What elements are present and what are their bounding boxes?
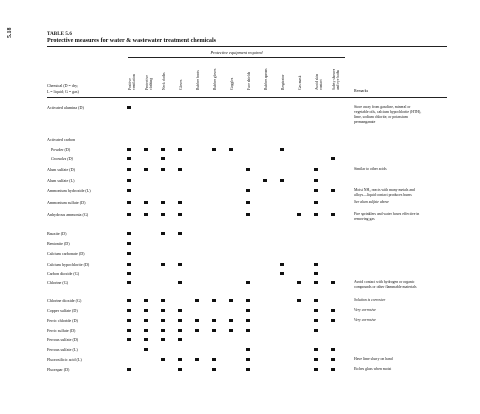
group-rule (128, 57, 345, 58)
column-header (196, 70, 200, 90)
column-header (332, 69, 340, 90)
requirement-mark (314, 358, 317, 361)
remark (354, 318, 454, 323)
requirement-mark (314, 272, 317, 275)
requirement-mark (144, 309, 147, 312)
chemical-name: Calcium hypochlorite (D) (47, 262, 90, 267)
requirement-mark (127, 189, 130, 192)
column-header (315, 74, 323, 90)
column-header (128, 74, 136, 90)
requirement-mark (331, 189, 334, 192)
requirement-mark (246, 358, 249, 361)
chemical-name: Powder (D) (51, 147, 71, 152)
requirement-mark (280, 263, 283, 266)
requirement-mark (229, 299, 232, 302)
requirement-mark (297, 281, 300, 284)
requirement-mark (161, 319, 164, 322)
column-header (298, 76, 302, 90)
requirement-mark (195, 358, 198, 361)
column-header (145, 75, 153, 90)
requirement-mark (178, 338, 181, 341)
requirement-mark (161, 338, 164, 341)
column-header-line: Face shields (247, 71, 251, 90)
requirement-mark (127, 157, 130, 160)
requirement-mark (161, 263, 164, 266)
requirement-mark (178, 368, 181, 371)
remark-line: compounds or other flammable materials (354, 284, 417, 289)
remark-line: Avoid contact with hydrogen or organic (354, 279, 415, 284)
chemical-name: Granules (D) (51, 156, 73, 161)
requirement-mark (314, 329, 317, 332)
requirement-mark (246, 309, 249, 312)
column-header (247, 72, 251, 90)
chemical-name: Bauxite (D) (47, 231, 67, 236)
requirement-mark (161, 329, 164, 332)
column-header (213, 69, 217, 90)
requirement-mark (161, 201, 164, 204)
chemical-name: Ferric chloride (D) (47, 318, 78, 323)
requirement-mark (127, 263, 130, 266)
requirement-mark (314, 309, 317, 312)
chemical-name: Fluorspar (D) (47, 367, 70, 372)
requirement-mark (127, 232, 130, 235)
requirement-mark (161, 232, 164, 235)
requirement-mark (127, 252, 130, 255)
chemical-name: Anhydrous ammonia (G) (47, 212, 89, 217)
column-header-line: Gloves (179, 79, 183, 90)
requirement-mark (161, 168, 164, 171)
requirement-mark (127, 272, 130, 275)
requirement-mark (212, 299, 215, 302)
requirement-mark (246, 201, 249, 204)
requirement-mark (212, 148, 215, 151)
requirement-mark (297, 299, 300, 302)
remark-line: vegetable oils, calcium hypochlorite (HTH), (354, 109, 422, 114)
requirement-mark (314, 168, 317, 171)
requirement-mark (127, 106, 130, 109)
requirement-mark (229, 329, 232, 332)
requirement-mark (178, 232, 181, 235)
remark (354, 167, 454, 172)
remark-line: removing gas (354, 216, 375, 221)
requirement-mark (331, 368, 334, 371)
chemical-name: Activated carbon (47, 137, 76, 142)
requirement-mark (127, 319, 130, 322)
remark (354, 280, 454, 290)
requirement-mark (195, 299, 198, 302)
requirement-mark (127, 148, 130, 151)
chemical-name: Alum sulfate (D) (47, 167, 75, 172)
requirement-mark (161, 299, 164, 302)
requirement-mark (144, 348, 147, 351)
remark-line: Fire sprinklers and water hoses effective in (354, 211, 420, 216)
requirement-mark (144, 329, 147, 332)
group-header: Protective equipment required (210, 50, 263, 55)
requirement-mark (314, 213, 317, 216)
requirement-mark (161, 148, 164, 151)
requirement-mark (178, 213, 181, 216)
requirement-mark (331, 157, 334, 160)
column-header-line: and eye baths (336, 69, 340, 90)
remark-line: Have lime slurry on hand (354, 356, 393, 361)
requirement-mark (314, 179, 317, 182)
remark-line: Very corrosive (354, 317, 376, 322)
chemical-name: Chlorine dioxide (G) (47, 298, 82, 303)
requirement-mark (144, 338, 147, 341)
requirement-mark (212, 329, 215, 332)
requirement-mark (314, 281, 317, 284)
requirement-mark (127, 329, 130, 332)
chemical-name: Calcium carbonate (D) (47, 251, 85, 256)
requirement-mark (212, 368, 215, 371)
requirement-mark (280, 179, 283, 182)
column-header-line: Positive (128, 78, 132, 90)
table-title: Protective measures for water & wastewater treatment chemicals (47, 38, 217, 44)
remark (354, 212, 454, 222)
requirement-mark (144, 168, 147, 171)
requirement-mark (263, 179, 266, 182)
column-header-line: Avoid skin (315, 73, 319, 90)
chemical-name: Ferric sulfate (D) (47, 328, 76, 333)
column-header (281, 75, 285, 90)
requirement-mark (144, 319, 147, 322)
column-header-line: Neck cloths (162, 72, 166, 90)
requirement-mark (127, 281, 130, 284)
requirement-mark (127, 201, 130, 204)
column-header-line: Respirator (281, 74, 285, 90)
requirement-mark (314, 201, 317, 204)
requirement-mark (127, 213, 130, 216)
column-header-line: Safety shower (332, 69, 336, 90)
requirement-mark (246, 329, 249, 332)
column-header (230, 78, 234, 90)
requirement-mark (229, 319, 232, 322)
remark-line: Etches glass when moist (354, 366, 392, 371)
column-header-line: Rubber gloves (213, 68, 217, 90)
requirement-mark (144, 148, 147, 151)
requirement-mark (280, 272, 283, 275)
page-number: 5.18 (7, 27, 13, 38)
column-header (264, 68, 268, 90)
chemical-name: Ammonium sulfate (D) (47, 200, 86, 205)
requirement-mark (127, 338, 130, 341)
column-header-line: Rubber aprons (264, 68, 268, 90)
requirement-mark (144, 299, 147, 302)
remark-line: lime, sodium chlorite, or potassium (354, 114, 408, 119)
column-header-line: Gas mask (298, 75, 302, 90)
table-label: TABLE 5.6 (47, 32, 72, 37)
requirement-mark (280, 148, 283, 151)
requirement-mark (178, 168, 181, 171)
remark-line: Similar to other acids (354, 166, 387, 171)
remark (354, 200, 454, 205)
requirement-mark (127, 179, 130, 182)
requirement-mark (314, 319, 317, 322)
requirement-mark (314, 299, 317, 302)
requirement-mark (161, 309, 164, 312)
header-rule (47, 97, 447, 98)
requirement-mark (246, 299, 249, 302)
requirement-mark (314, 189, 317, 192)
remark-line: permanganate (354, 120, 376, 125)
remark (354, 308, 454, 313)
requirement-mark (178, 148, 181, 151)
requirement-mark (246, 281, 249, 284)
chemical-name: Carbon dioxide (G) (47, 271, 80, 276)
requirement-mark (331, 319, 334, 322)
requirement-mark (195, 319, 198, 322)
requirement-mark (314, 368, 317, 371)
requirement-mark (314, 263, 317, 266)
column-header (179, 80, 183, 90)
requirement-mark (246, 189, 249, 192)
requirement-mark (178, 309, 181, 312)
chemical-name: Ferrous sulfate (L) (47, 347, 78, 352)
requirement-mark (297, 213, 300, 216)
requirement-mark (144, 213, 147, 216)
requirement-mark (161, 213, 164, 216)
column-header-line: Goggles (230, 77, 234, 90)
chemical-name: Copper sulfate (D) (47, 308, 78, 313)
requirement-mark (331, 348, 334, 351)
column-header-line: clothing (149, 77, 153, 90)
requirement-mark (246, 348, 249, 351)
requirement-mark (229, 148, 232, 151)
requirement-mark (178, 319, 181, 322)
column-header-line: Protective (145, 75, 149, 90)
chemical-name: Ferrous sulfate (D) (47, 337, 79, 342)
requirement-mark (246, 368, 249, 371)
remark-line: Store away from gasoline, mineral or (354, 104, 411, 109)
requirement-mark (178, 358, 181, 361)
remark (354, 105, 454, 126)
requirement-mark (127, 168, 130, 171)
remark-line: Solution is corrosive (354, 297, 386, 302)
requirement-mark (127, 299, 130, 302)
chemical-name: Ammonium hydroxide (L) (47, 188, 91, 193)
requirement-mark (331, 281, 334, 284)
requirement-mark (331, 358, 334, 361)
requirement-mark (195, 329, 198, 332)
chemical-name: Activated alumina (D) (47, 105, 84, 110)
requirement-mark (127, 368, 130, 371)
requirement-mark (144, 201, 147, 204)
requirement-mark (127, 242, 130, 245)
requirement-mark (161, 157, 164, 160)
requirement-mark (246, 319, 249, 322)
requirement-mark (212, 358, 215, 361)
chemical-name: Alum sulfate (L) (47, 178, 75, 183)
requirement-mark (212, 319, 215, 322)
requirement-mark (178, 281, 181, 284)
top-rule (47, 46, 447, 47)
remark-line: Very corrosive (354, 307, 376, 312)
chemical-name: Bentonite (D) (47, 241, 70, 246)
requirement-mark (127, 309, 130, 312)
requirement-mark (178, 263, 181, 266)
requirement-mark (246, 168, 249, 171)
chemical-header-line2: L = liquid; G = gas) (47, 89, 79, 94)
requirement-mark (314, 348, 317, 351)
column-header (162, 72, 166, 90)
requirement-mark (331, 213, 334, 216)
requirement-mark (178, 329, 181, 332)
requirement-mark (161, 358, 164, 361)
requirement-mark (246, 213, 249, 216)
remark-line: Moist NH₃ reacts with many metals and (354, 187, 415, 192)
chemical-header-line1: Chemical (D = dry; (47, 83, 79, 88)
column-header-line: Rubber boots (196, 70, 200, 90)
chemical-name: Fluorosilicic acid (L) (47, 357, 82, 362)
remark (354, 298, 454, 303)
chemical-name: Chlorine (G) (47, 280, 69, 285)
remark (354, 357, 454, 362)
requirement-mark (331, 309, 334, 312)
remarks-header: Remarks (354, 88, 369, 93)
remark (354, 367, 454, 372)
remark (354, 188, 454, 198)
remark-line: alloys—liquid contact produces burns (354, 192, 412, 197)
remark-line: See alum sulfate above (354, 199, 389, 204)
column-header-line: ventilation (132, 74, 136, 90)
column-header-line: contact (319, 79, 323, 90)
requirement-mark (178, 201, 181, 204)
